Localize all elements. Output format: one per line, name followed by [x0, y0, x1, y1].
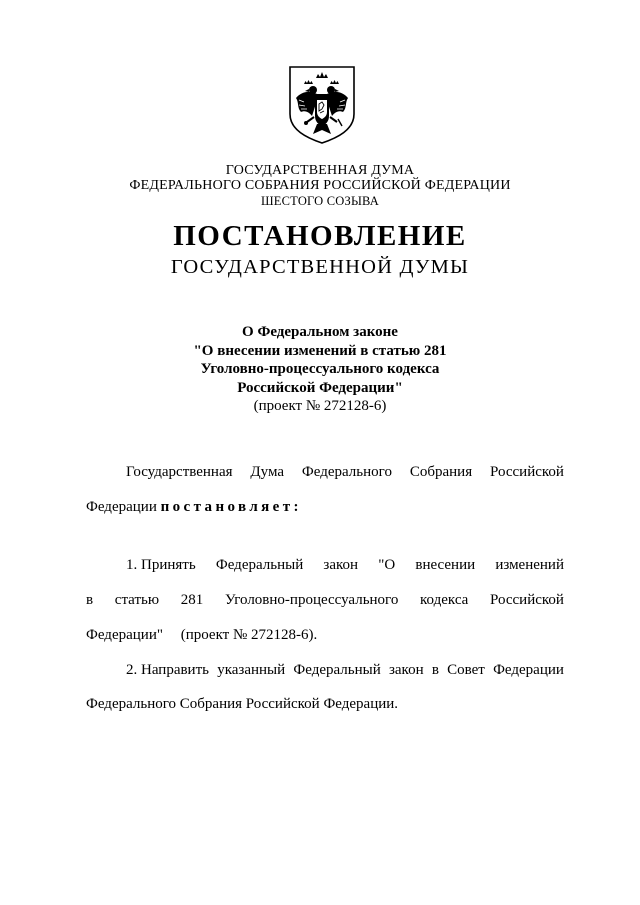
preamble-decision: постановляет:	[160, 499, 302, 515]
item1-word: 281	[180, 592, 204, 608]
subject-block	[0, 323, 640, 416]
item1-word: Федерации"	[86, 627, 163, 643]
subject-line-2: "О внесении изменений в статью 281	[193, 342, 447, 359]
preamble-text: Федерации	[86, 499, 157, 515]
preamble-word: Российской	[490, 464, 564, 480]
item1-project-number: (проект № 272128-6).	[180, 627, 318, 643]
header-line-3: ШЕСТОГО СОЗЫВА	[260, 194, 380, 208]
item1-word: 1. Принять	[126, 557, 196, 573]
item1-word: Российской	[490, 592, 564, 608]
item1-word: закон	[323, 557, 359, 573]
item1-line-2	[86, 591, 564, 609]
preamble-word: Государственная	[126, 464, 233, 480]
coat-of-arms-icon	[287, 64, 357, 146]
item1-word: Уголовно-процессуального	[224, 592, 399, 608]
header-line-1: ГОСУДАРСТВЕННАЯ ДУМА	[225, 163, 415, 178]
preamble-word: Дума	[250, 464, 285, 480]
item1-word: статью	[114, 592, 160, 608]
preamble-word: Собрания	[409, 464, 473, 480]
item2-word: указанный	[217, 662, 286, 678]
item1-word: внесении	[415, 557, 476, 573]
preamble-word: Федерального	[301, 464, 392, 480]
item2-word: закон	[388, 662, 424, 678]
subject-line-1: О Федеральном законе	[242, 324, 398, 340]
subject-line-5: (проект № 272128-6)	[253, 398, 387, 414]
item2-word: Федеральный	[293, 662, 381, 678]
item1-word: в	[86, 592, 94, 608]
preamble-line-2	[86, 498, 302, 516]
item1-word: изменений	[495, 557, 564, 573]
document-subtitle: ГОСУДАРСТВЕННОЙ ДУМЫ	[170, 256, 470, 278]
item1-word: Федеральный	[215, 557, 304, 573]
item1-line-3	[86, 626, 317, 644]
item2-word: в	[431, 662, 439, 678]
item1-word: кодекса	[420, 592, 469, 608]
item2-word: Федерации	[493, 662, 564, 678]
item1-line-1	[126, 556, 564, 574]
subject-line-4: Российской Федерации"	[237, 379, 403, 396]
document-title: ПОСТАНОВЛЕНИЕ	[173, 220, 467, 252]
item2-word: 2. Направить	[126, 662, 209, 678]
preamble-line-1	[126, 463, 564, 481]
item2-line-1	[126, 661, 564, 679]
subject-line-3: Уголовно-процессуального кодекса	[200, 361, 440, 377]
item2-word: Совет	[447, 662, 485, 678]
header-line-2: ФЕДЕРАЛЬНОГО СОБРАНИЯ РОССИЙСКОЙ ФЕДЕРАЦИИ	[129, 178, 511, 193]
item2-line-2: Федерального Собрания Российской Федерации.	[86, 696, 399, 712]
item1-word: "О	[378, 557, 396, 573]
